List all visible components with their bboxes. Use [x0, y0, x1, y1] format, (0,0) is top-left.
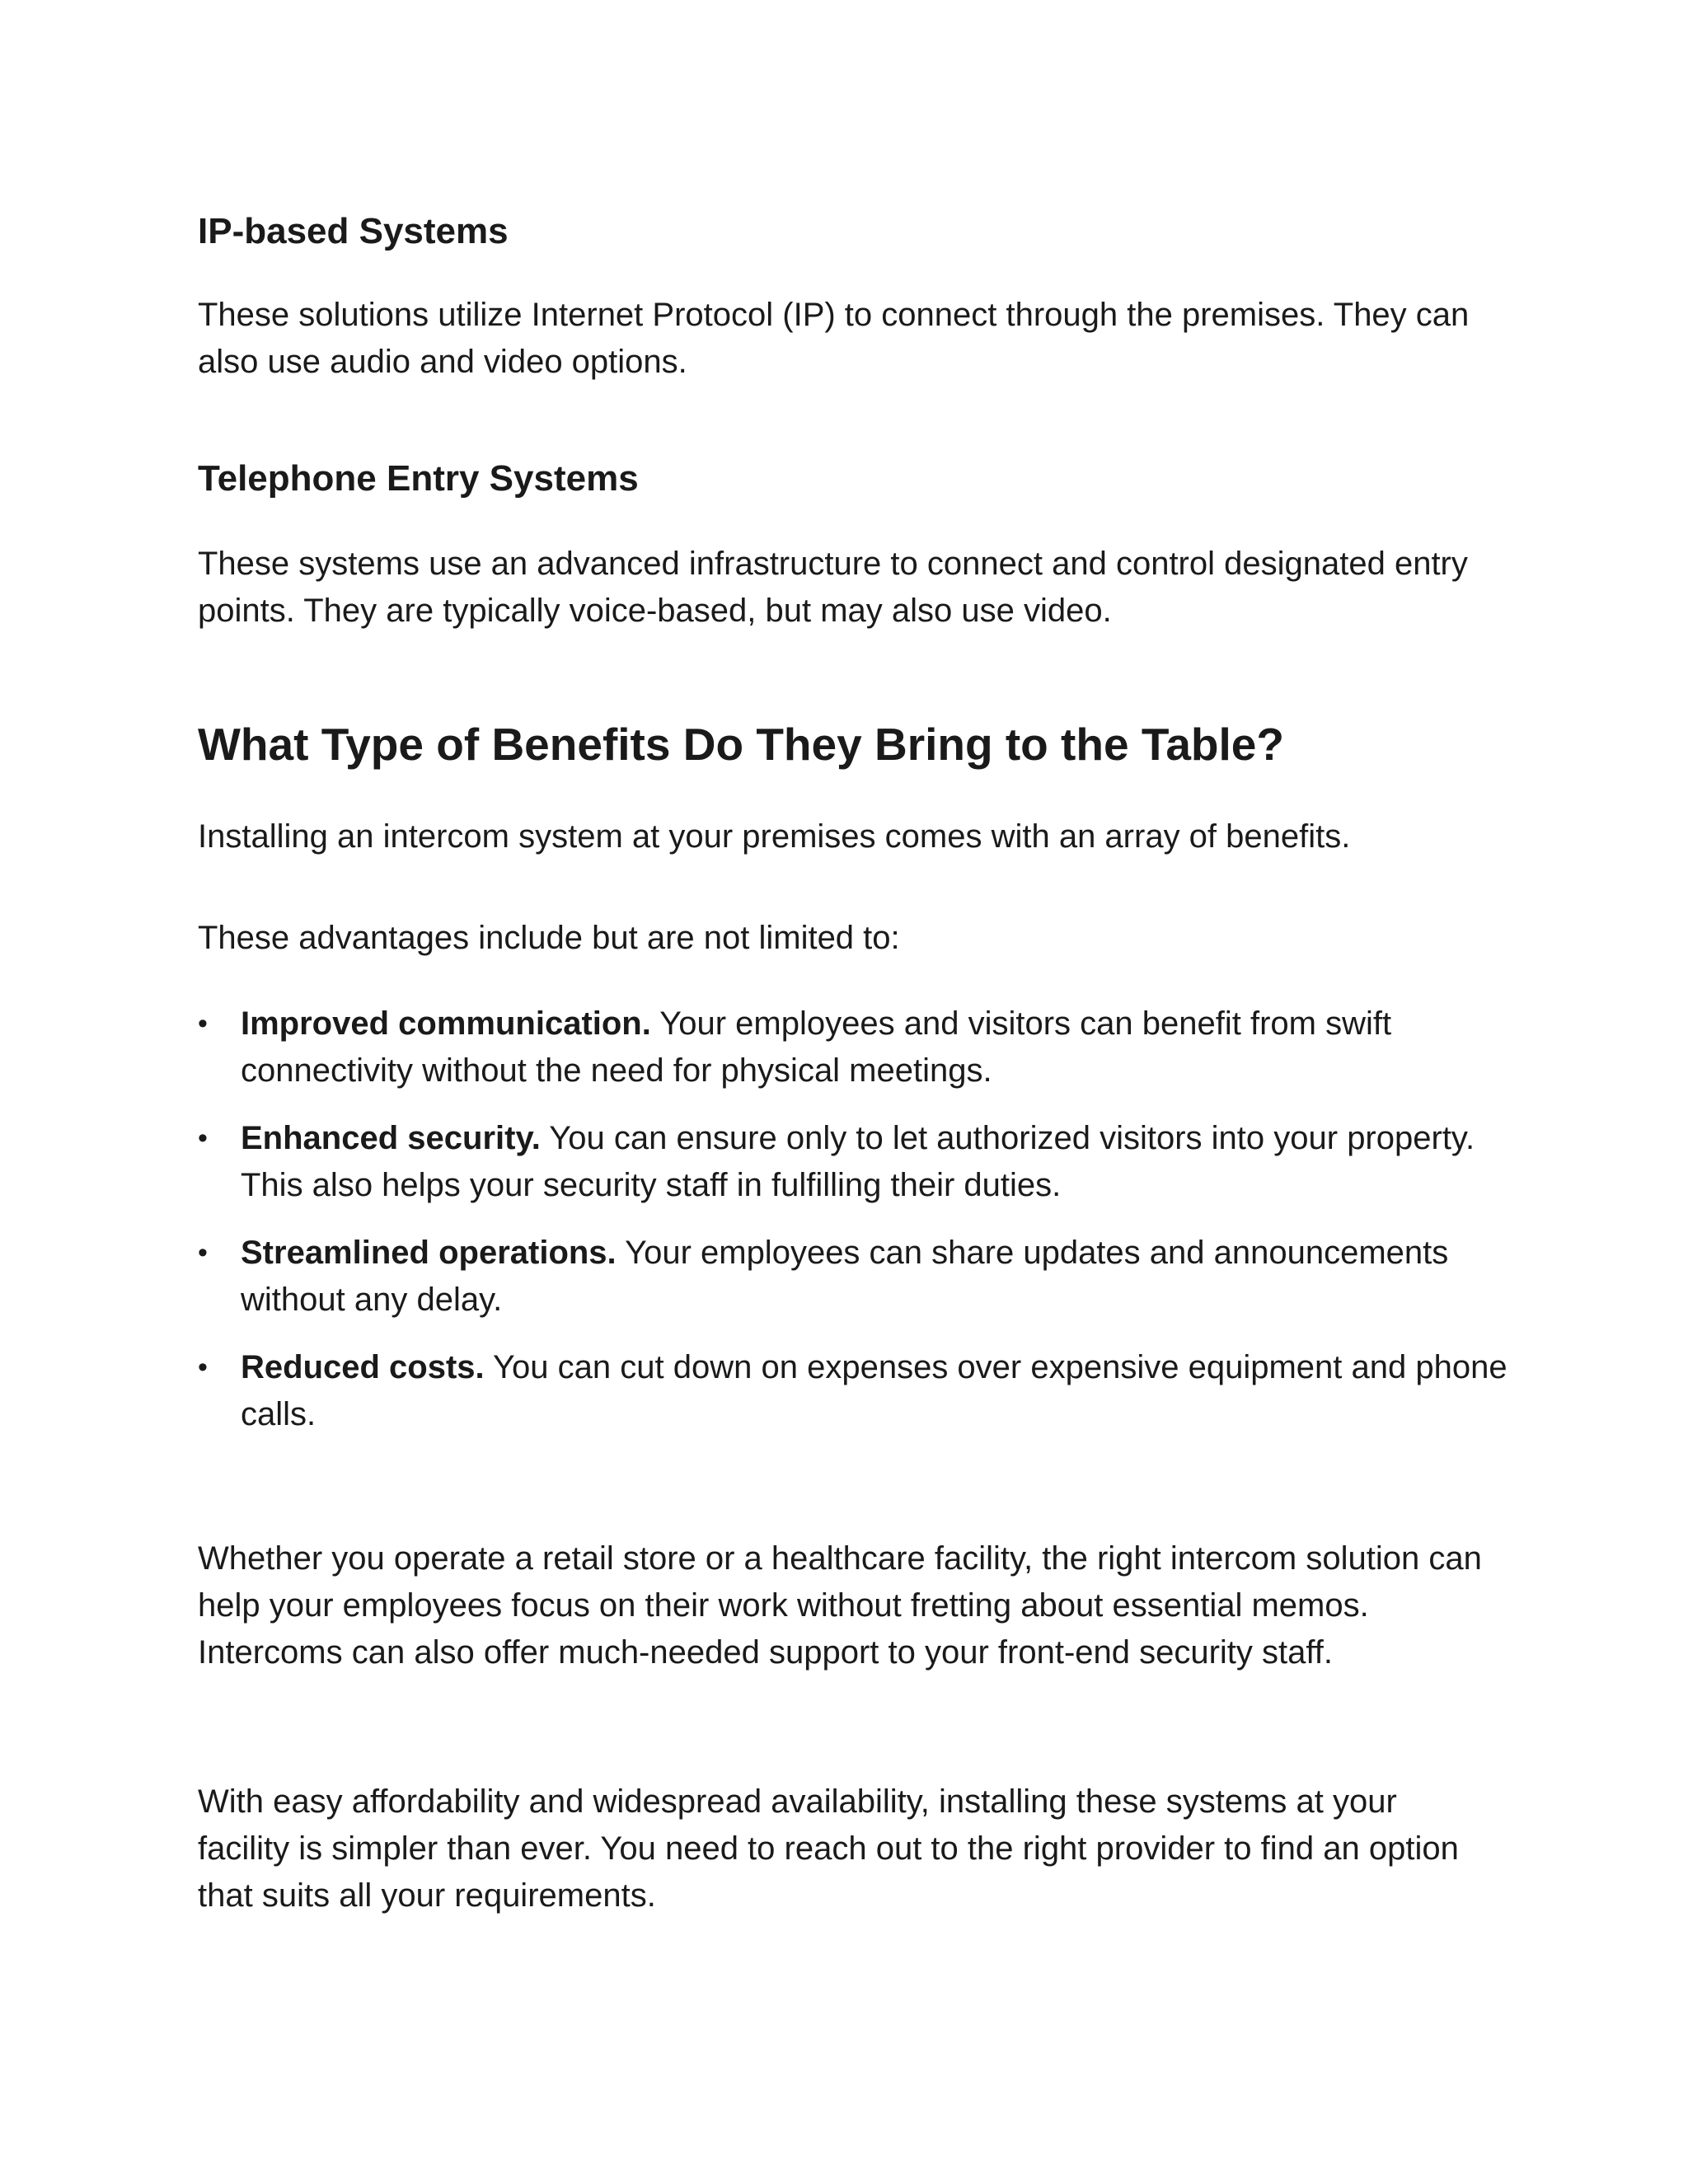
bullet-icon: •: [198, 1352, 208, 1383]
benefit-description: You can ensure only to let authorized visitors into your property. This also helps your security staff in fulfilling their duties.: [241, 1120, 1475, 1203]
benefits-heading: What Type of Benefits Do They Bring to the Table?: [198, 719, 1284, 770]
telephone-entry-paragraph: These systems use an advanced infrastructure to connect and control designated entry points. They are typically voice-based, but may also use video.: [198, 546, 1468, 629]
telephone-entry-heading: Telephone Entry Systems: [198, 458, 639, 499]
benefit-description: Your employees can share updates and announcements without any delay.: [241, 1235, 1449, 1318]
closing-paragraph-1: Whether you operate a retail store or a healthcare facility, the right intercom solution can help your employees focus on their work without fretting about essential memos. Intercoms can also offer much-needed support to your front-end security staff.: [198, 1540, 1482, 1671]
benefit-term: Reduced costs.: [241, 1349, 485, 1385]
benefits-list: [198, 1001, 1517, 1459]
list-item: [198, 1344, 1510, 1438]
benefit-term: Streamlined operations.: [241, 1235, 617, 1271]
benefit-term: Improved communication.: [241, 1005, 651, 1042]
closing-paragraph-2: With easy affordability and widespread availability, installing these systems at your facility is simpler than ever. You need to reach out to the right provider to find an option that suits all your requirements.: [198, 1783, 1459, 1914]
ip-systems-paragraph: These solutions utilize Internet Protocol (IP) to connect through the premises. They can also use audio and video options.: [198, 297, 1470, 380]
bullet-icon: •: [198, 1008, 208, 1039]
bullet-icon: •: [198, 1122, 208, 1154]
ip-systems-heading: IP-based Systems: [198, 211, 509, 251]
bullet-icon: •: [198, 1237, 208, 1268]
benefit-term: Enhanced security.: [241, 1120, 541, 1156]
list-item: [198, 1230, 1510, 1324]
benefits-intro-paragraph: Installing an intercom system at your premises comes with an array of benefits.: [198, 818, 1351, 855]
benefit-description: You can cut down on expenses over expensive equipment and phone calls.: [241, 1349, 1507, 1432]
list-item: [198, 1115, 1510, 1209]
benefits-lead-paragraph: These advantages include but are not limited to:: [198, 920, 900, 956]
list-item: [198, 1001, 1510, 1094]
benefit-description: Your employees and visitors can benefit from swift connectivity without the need for physical meetings.: [241, 1005, 1392, 1089]
